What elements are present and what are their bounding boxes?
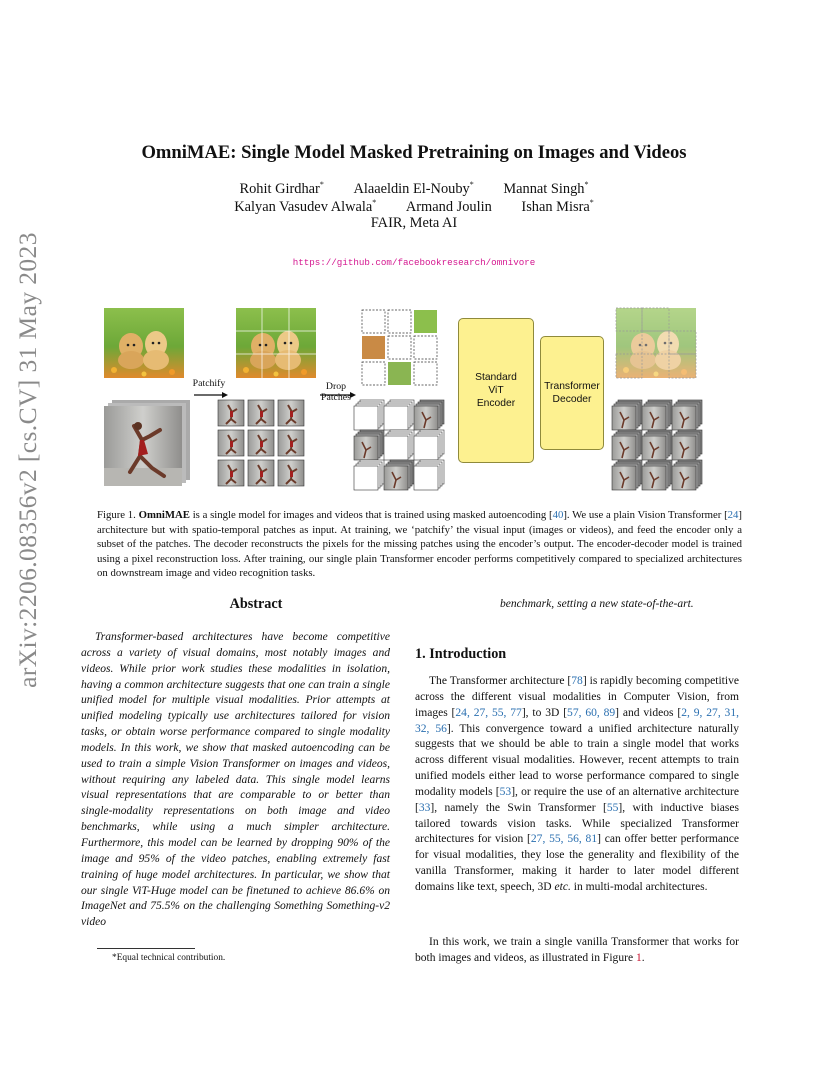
patchified-video xyxy=(218,400,304,486)
drop-patches-label: Drop Patches xyxy=(321,381,351,403)
author: Mannat Singh* xyxy=(503,180,589,197)
repository-link[interactable]: https://github.com/facebookresearch/omnivore xyxy=(292,257,536,268)
figure-caption: Figure 1. OmniMAE is a single model for images and videos that is trained using masked autoencoding [40]. We use a plain Vision Transformer [24] architecture but with spatio-temporal patches as input. At training, we ‘patchify’ the visual input (images or videos), and feed the encoder only a subset of the patches. The decoder reconstructs the pixels for the missing patches using the encoder’s output. The encoder-decoder model is trained using a pixel reconstruction loss. After training, our single plain Transformer encoder performs competitively compared to specialized architectures on downstream image and video recognition tasks. xyxy=(97,509,743,580)
footnote: *Equal technical contribution. xyxy=(112,953,226,963)
author: Ishan Misra* xyxy=(521,198,594,215)
input-video xyxy=(104,400,190,486)
visible-patch xyxy=(414,310,437,333)
author: Kalyan Vasudev Alwala* xyxy=(234,198,377,215)
citation-link[interactable]: 33 xyxy=(418,801,431,814)
vit-encoder-box: Standard ViT Encoder xyxy=(458,318,534,463)
citation-link[interactable]: 24, 27, 55, 77 xyxy=(455,706,522,719)
citation-link[interactable]: 78 xyxy=(571,675,583,687)
input-image xyxy=(104,308,184,378)
reconstructed-image xyxy=(616,308,696,378)
citation-link[interactable]: 57, 60, 89 xyxy=(567,706,616,719)
citation-link[interactable]: 2, 9, 27, 31, 32, 56 xyxy=(415,706,739,735)
patchify-arrow xyxy=(194,392,228,398)
authors-line-2 xyxy=(0,198,828,216)
footnote-divider xyxy=(97,948,195,949)
author: Rohit Girdhar* xyxy=(239,180,324,197)
patchified-image xyxy=(236,308,316,378)
authors-line-1 xyxy=(0,180,828,198)
abstract-heading: Abstract xyxy=(229,596,283,612)
citation-link[interactable]: 53 xyxy=(499,785,512,798)
figure-1 xyxy=(0,290,828,505)
abstract-text: Transformer-based architectures have become competitive across a variety of visual domains, most notably images and videos. While prior work studies these modalities in isolation, having a common architecture suggests that one can train a single unified model for multiple visual modalities. Prior attempts at unified modeling typically use architectures tailored for vision tasks, or obtain worse performance compared to single modality models. In this work, we show that masked autoencoding can be used to train a simple Vision Transformer on images and videos, without requiring any labeled data. This single model learns visual representations that are comparable to or better than single-modality representations on both image and video benchmarks, while using a much simpler architecture. Furthermore, this model can be learned by dropping 90% of the image and 95% of the video patches, enabling extremely fast training of huge model architectures. In particular, we show that our single ViT-Huge model can be finetuned to achieve 86.6% on ImageNet and 75.5% on the challenging Something Something-v2 video xyxy=(81,631,390,929)
citation-link[interactable]: 24 xyxy=(727,509,739,521)
visible-patch xyxy=(388,362,411,385)
author: Armand Joulin xyxy=(405,198,492,215)
reconstructed-video xyxy=(612,400,702,490)
masked-video-patches xyxy=(354,400,444,490)
patchify-label: Patchify xyxy=(192,378,226,389)
citation-link[interactable]: 27, 55, 56, 81 xyxy=(530,833,598,846)
section-heading-introduction: 1. Introduction xyxy=(415,646,507,662)
abstract-continuation: benchmark, setting a new state-of-the-art. xyxy=(500,598,694,610)
introduction-paragraph-1: The Transformer architecture [78] is rapidly becoming competitive across the different visual modalities in Computer Vision, from images [24, 27, 55, 77], to 3D [57, 60, 89] and videos [2, 9, 27, 31, 32, 56]. This convergence toward a unified architecture naturally suggests that we should be able to train a single model that works across different visual modalities. However, recent attempts to train unified models either lead to worse performance compared to single modality models [53], or require the use of an alternative architecture [33], namely the Swin Transformer [55], with inductive biases tailored towards vision tasks. While specialized Transformer architectures for vision [27, 55, 56, 81] can offer better performance for visual modalities, they lose the generality and flexibility of the vanilla Transformer, making it harder to later model different domains like text, speech, 3D etc. in multi-modal architectures. xyxy=(415,675,739,893)
citation-link[interactable]: 55 xyxy=(606,801,619,814)
affiliation: FAIR, Meta AI xyxy=(370,215,458,231)
arxiv-identifier: arXiv:2206.08356v2 [cs.CV] 31 May 2023 xyxy=(13,232,42,688)
paper-title: OmniMAE: Single Model Masked Pretraining on Images and Videos xyxy=(141,142,687,163)
transformer-decoder-box: Transformer Decoder xyxy=(540,336,604,450)
figure-reference-link[interactable]: 1 xyxy=(635,951,642,964)
author: Alaaeldin El-Nouby* xyxy=(353,180,474,197)
visible-patch xyxy=(362,336,385,359)
citation-link[interactable]: 40 xyxy=(552,509,564,521)
figure-illustration xyxy=(0,290,828,505)
introduction-paragraph-2: In this work, we train a single vanilla Transformer that works for both images and videos, as illustrated in Figure 1. xyxy=(415,936,739,964)
